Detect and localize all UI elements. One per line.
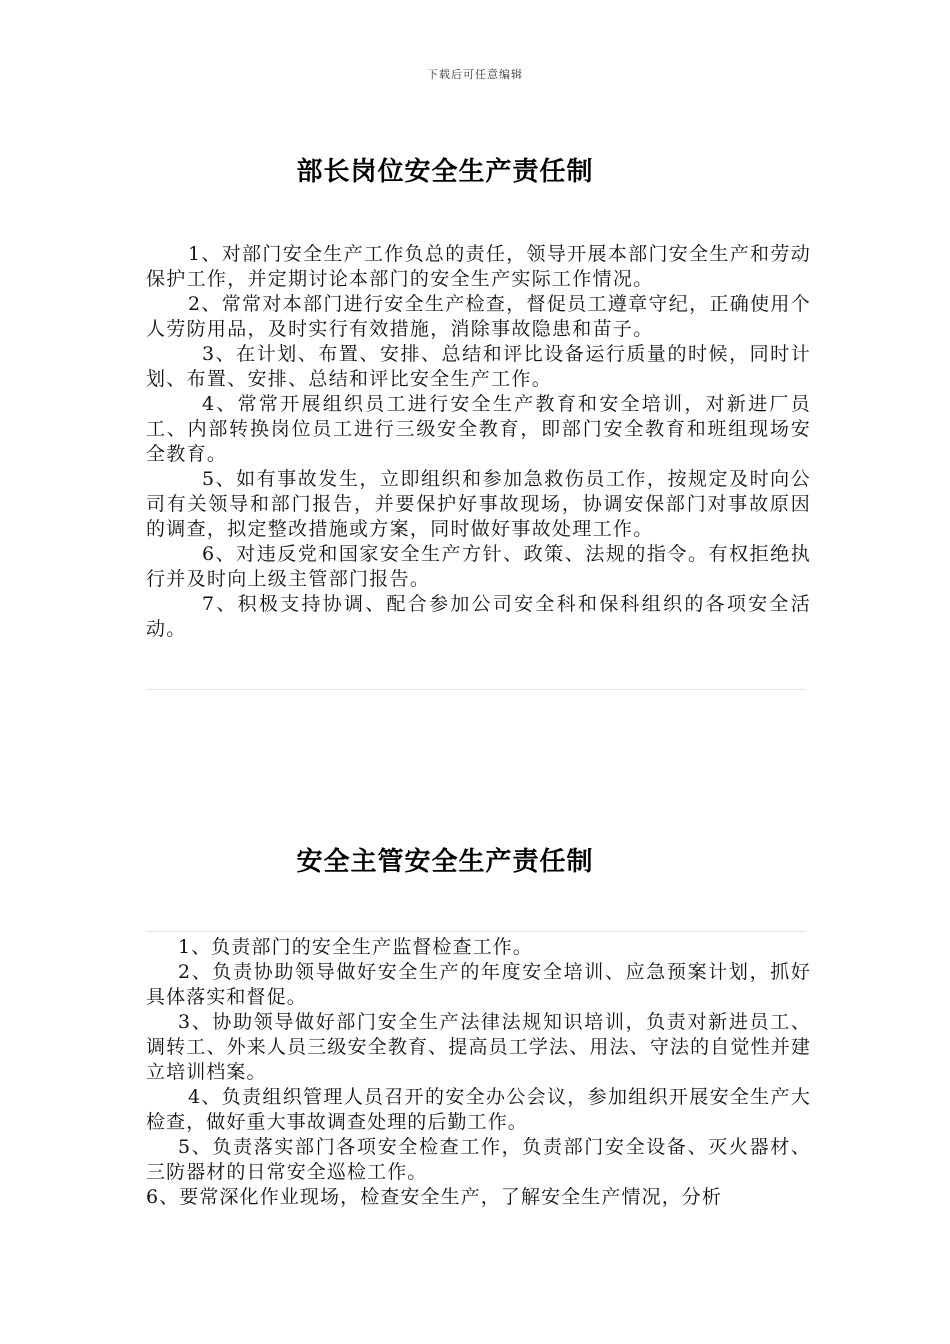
clause-paragraph: 4、负责组织管理人员召开的安全办公会议，参加组织开展安全生产大检查，做好重大事故调查处理的后勤工作。 [146,1086,811,1133]
clause-paragraph: 5、负责落实部门各项安全检查工作，负责部门安全设备、灭火器材、三防器材的日常安全巡检工作。 [146,1136,811,1183]
clause-paragraph: 6、对违反党和国家安全生产方针、政策、法规的指令。有权拒绝执行并及时向上级主管部门报告。 [146,543,811,590]
clause-paragraph: 2、常常对本部门进行安全生产检查，督促员工遵章守纪，正确使用个人劳防用品，及时实行有效措施，消除事故隐患和苗子。 [146,293,811,340]
section-divider [146,689,806,690]
clause-paragraph: 6、要常深化作业现场，检查安全生产，了解安全生产情况，分析 [146,1186,722,1208]
clause-paragraph: 2、负责协助领导做好安全生产的年度安全培训、应急预案计划，抓好具体落实和督促。 [146,961,811,1008]
clause-paragraph: 5、如有事故发生，立即组织和参加急救伤员工作，按规定及时向公司有关领导和部门报告，并要保护好事故现场，协调安保部门对事故原因的调查，拟定整改措施或方案，同时做好事故处理工作。 [146,468,811,540]
clause-paragraph: 3、协助领导做好部门安全生产法律法规知识培训，负责对新进员工、调转工、外来人员三级安全教育、提高员工学法、用法、守法的自觉性并建立培训档案。 [146,1011,811,1083]
clause-paragraph: 4、常常开展组织员工进行安全生产教育和安全培训，对新进厂员工、内部转换岗位员工进行三级安全教育，即部门安全教育和班组现场安全教育。 [146,393,811,465]
section-title-safety-supervisor: 安全主管安全生产责任制 [296,847,594,878]
section-body-safety-supervisor [146,935,811,1210]
section-divider [146,931,806,932]
clause-paragraph: 1、负责部门的安全生产监督检查工作。 [178,936,533,958]
section-body-minister [146,242,811,642]
clause-paragraph: 7、积极支持协调、配合参加公司安全科和保科组织的各项安全活动。 [146,593,811,640]
header-note: 下载后可任意编辑 [427,68,523,81]
section-title-minister: 部长岗位安全生产责任制 [296,157,594,188]
clause-paragraph: 3、在计划、布置、安排、总结和评比设备运行质量的时候，同时计划、布置、安排、总结和评比安全生产工作。 [146,343,811,390]
clause-paragraph: 1、对部门安全生产工作负总的责任，领导开展本部门安全生产和劳动保护工作，并定期讨论本部门的安全生产实际工作情况。 [146,243,811,290]
